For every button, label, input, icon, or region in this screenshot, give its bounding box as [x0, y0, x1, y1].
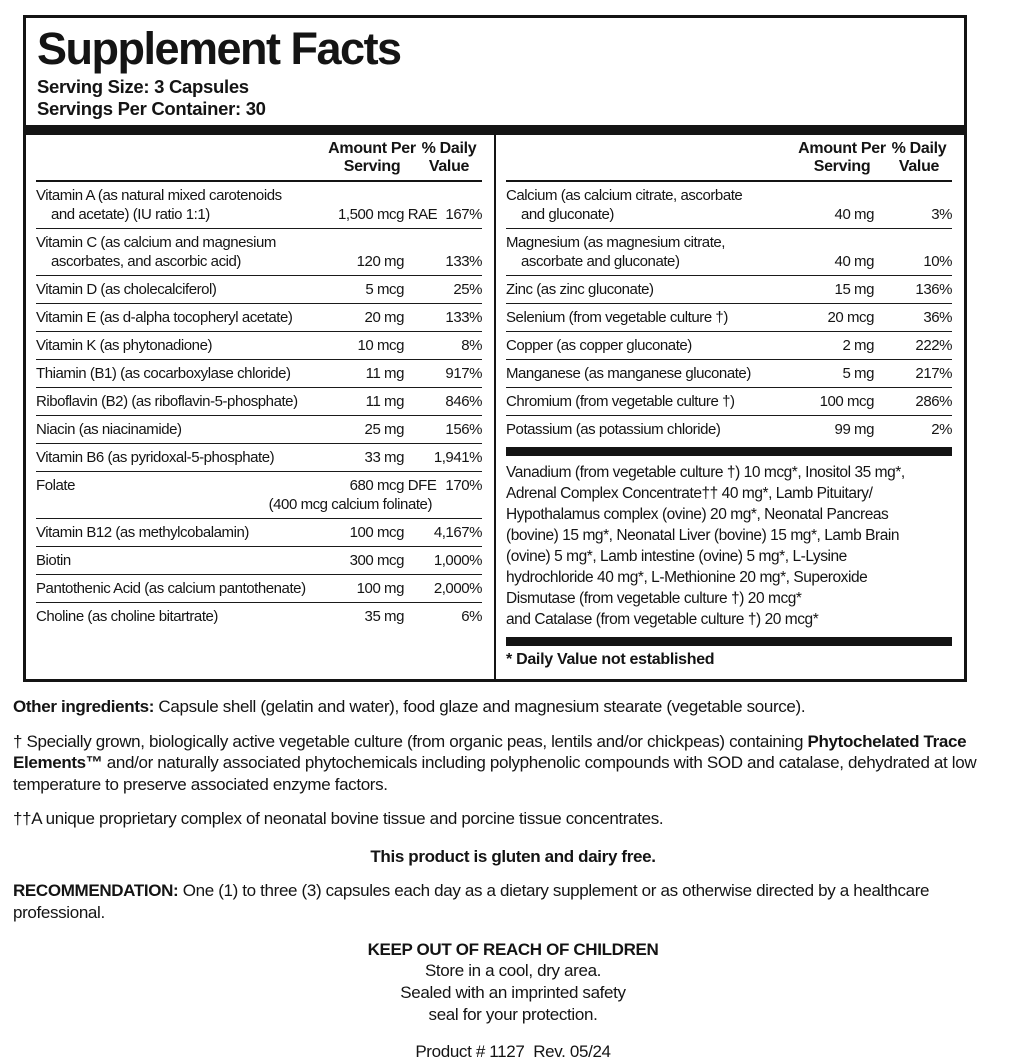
nutrient-row [36, 602, 482, 630]
amount-value: 100 mcg [349, 523, 404, 541]
nutrients-column-left [26, 135, 494, 679]
nutrient-row [36, 443, 482, 471]
nutrient-row [36, 387, 482, 415]
nutrient-row [506, 331, 952, 359]
nutrient-name-line2: and gluconate) [521, 205, 614, 223]
amount-cell [348, 308, 418, 327]
nutrient-row-line [36, 420, 482, 439]
nutrient-row-line [506, 420, 952, 439]
nutrient-rows-left [36, 182, 482, 630]
nutrient-row-line [506, 336, 952, 355]
proprietary-blend-paragraph [506, 456, 952, 637]
nutrient-row-line [36, 551, 482, 570]
proprietary-blend-line: Hypothalamus complex (ovine) 20 mg*, Neonatal Pancreas [506, 506, 889, 523]
nutrient-name [36, 607, 348, 626]
other-ingredients-paragraph [13, 696, 1013, 718]
amount-value: 1,500 mcg [338, 205, 404, 223]
daily-value-cell: 8% [461, 336, 482, 354]
amount-cell [348, 551, 418, 570]
nutrient-row [36, 471, 482, 518]
dv-header-line2: Value [898, 158, 940, 175]
amount-header-line1: Amount Per [798, 140, 886, 157]
daily-value-cell: 917% [445, 364, 482, 382]
nutrient-row-line [506, 308, 952, 327]
nutrient-row [36, 359, 482, 387]
daily-value-cell: 4,167% [433, 523, 482, 541]
nutrient-name [506, 420, 818, 439]
nutrient-row-line [36, 476, 482, 495]
gluten-dairy-free-note: This product is gluten and dairy free. [370, 846, 656, 866]
nutrient-name [506, 280, 818, 299]
nutrient-row [36, 415, 482, 443]
amount-value: 99 mg [834, 420, 874, 438]
nutrient-name-line1: Copper (as copper gluconate) [506, 336, 692, 354]
amount-value: 300 mcg [349, 551, 404, 569]
storage-instruction-line: Sealed with an imprinted safety [400, 983, 626, 1002]
nutrient-name-line1: Biotin [36, 551, 71, 569]
nutrient-row [36, 228, 482, 275]
nutrient-row [506, 228, 952, 275]
nutrient-row [36, 518, 482, 546]
amount-cell [348, 607, 418, 626]
nutrient-columns [26, 135, 964, 679]
nutrient-name [506, 308, 818, 327]
amount-value: 33 mg [364, 448, 404, 466]
nutrients-column-right [494, 135, 964, 679]
nutrient-row-line [506, 392, 952, 411]
other-ingredients-label: Other ingredients: [13, 697, 155, 716]
nutrient-row-line [36, 607, 482, 626]
nutrient-name-line1: Selenium (from vegetable culture †) [506, 308, 728, 326]
nutrient-name [36, 523, 348, 542]
nutrient-name-line2: and acetate) (IU ratio 1:1) [51, 205, 210, 223]
amount-value: 15 mg [834, 280, 874, 298]
amount-value: 120 mg [356, 252, 404, 270]
serving-info [37, 76, 954, 120]
recommendation-text: One (1) to three (3) capsules each day as a dietary supplement or as otherwise directed by a healthcare professional. [13, 881, 930, 922]
nutrient-row [506, 182, 952, 228]
nutrient-name [36, 420, 348, 439]
dv-header-line1: % Daily [421, 140, 477, 157]
supplement-facts-panel [23, 15, 967, 682]
daily-value-header [886, 140, 952, 176]
amount-value: 680 mcg [349, 476, 404, 494]
warning-and-storage-block [13, 939, 1013, 1063]
amount-cell [818, 420, 888, 439]
nutrient-name-line1: Manganese (as manganese gluconate) [506, 364, 751, 382]
proprietary-blend-line: (ovine) 5 mg*, Lamb intestine (ovine) 5 mg*, L-Lysine [506, 548, 847, 565]
nutrient-name-line2: ascorbate and gluconate) [521, 252, 680, 270]
nutrient-row-line [506, 233, 952, 271]
panel-title: Supplement Facts [37, 23, 401, 74]
amount-cell: 1,500 mcg RAE [338, 205, 438, 223]
nutrient-name-line1: Potassium (as potassium chloride) [506, 420, 721, 438]
amount-value: 2 mg [842, 336, 874, 354]
amount-value: 25 mg [364, 420, 404, 438]
nutrient-name-line1: Vitamin B6 (as pyridoxal-5-phosphate) [36, 448, 275, 466]
amount-cell [348, 579, 418, 598]
keep-out-of-reach-warning: KEEP OUT OF REACH OF CHILDREN [367, 940, 659, 959]
servings-per-container: Servings Per Container: 30 [37, 98, 266, 119]
amount-cell [818, 280, 888, 299]
nutrient-row-line [36, 364, 482, 383]
nutrient-row [506, 359, 952, 387]
amount-value: 20 mcg [827, 308, 874, 326]
column-header-right [506, 135, 952, 182]
nutrient-row [36, 546, 482, 574]
daily-value-cell: 1,000% [433, 551, 482, 569]
amount-cell [348, 420, 418, 439]
amount-cell [348, 280, 418, 299]
amount-value: 40 mg [834, 252, 874, 270]
amount-value: 35 mg [364, 607, 404, 625]
nutrient-name-line2: ascorbates, and ascorbic acid) [51, 252, 241, 270]
amount-subnote: (400 mcg calcium folinate) [268, 495, 432, 513]
nutrient-name [36, 551, 348, 570]
daily-value-cell: 217% [915, 364, 952, 382]
daily-value-cell: 286% [915, 392, 952, 410]
recommendation-paragraph [13, 880, 1013, 923]
dagger-note-pre: † Specially grown, biologically active vegetable culture (from organic peas, lentils and/or chickpeas) containing [13, 731, 808, 751]
nutrient-row [36, 574, 482, 602]
daily-value-cell: 170% [445, 476, 482, 494]
nutrient-row-line [36, 523, 482, 542]
nutrient-name [506, 392, 818, 411]
nutrient-name-line1: Vitamin A (as natural mixed carotenoids [36, 186, 282, 204]
amount-per-serving-header [798, 140, 886, 176]
storage-instructions [13, 960, 1013, 1026]
amount-cell [348, 392, 418, 411]
nutrient-name-line1: Vitamin C (as calcium and magnesium [36, 233, 276, 251]
daily-value-cell: 1,941% [433, 448, 482, 466]
daily-value-footnote: * Daily Value not established [506, 651, 715, 668]
product-number-revision: Product # 1127 Rev. 05/24 [415, 1042, 611, 1061]
daily-value-cell: 36% [923, 308, 952, 326]
nutrient-name [36, 280, 348, 299]
nutrient-name-line1: Choline (as choline bitartrate) [36, 607, 218, 625]
nutrient-name [506, 364, 818, 383]
nutrient-row [506, 387, 952, 415]
daily-value-cell: 167% [445, 205, 482, 223]
dagger-footnote-paragraph [13, 731, 1013, 796]
amount-cell [348, 252, 418, 271]
amount-cell [818, 308, 888, 327]
amount-value: 10 mcg [357, 336, 404, 354]
dv-header-line2: Value [428, 158, 470, 175]
amount-value: 20 mg [364, 308, 404, 326]
nutrient-name [36, 448, 348, 467]
thick-divider-bar [506, 637, 952, 646]
nutrient-row [36, 275, 482, 303]
amount-value: 11 mg [365, 364, 404, 382]
proprietary-blend-line: Dismutase (from vegetable culture †) 20 mcg* [506, 590, 802, 607]
amount-value: 100 mg [356, 579, 404, 597]
nutrient-row-line [506, 186, 952, 224]
panel-header [26, 18, 964, 125]
amount-cell [348, 336, 418, 355]
nutrient-name [506, 233, 818, 271]
daily-value-cell: 222% [915, 336, 952, 354]
daily-value-cell: 2% [931, 420, 952, 438]
amount-cell [818, 336, 888, 355]
nutrient-name-line1: Folate [36, 476, 75, 494]
nutrient-row-line [506, 364, 952, 383]
amount-value: 5 mg [842, 364, 874, 382]
amount-cell [348, 523, 418, 542]
daily-value-cell: 6% [461, 607, 482, 625]
double-dagger-footnote: ††A unique proprietary complex of neonatal bovine tissue and porcine tissue concentrates. [13, 809, 664, 828]
nutrient-row-line [36, 392, 482, 411]
serving-size: Serving Size: 3 Capsules [37, 76, 249, 97]
nutrient-name-line1: Pantothenic Acid (as calcium pantothenate) [36, 579, 306, 597]
amount-cell [818, 205, 888, 224]
dv-header-line1: % Daily [891, 140, 947, 157]
nutrient-row [506, 303, 952, 331]
nutrient-row-line [36, 448, 482, 467]
storage-instruction-line: Store in a cool, dry area. [424, 961, 602, 980]
thick-divider-bar [506, 447, 952, 456]
nutrient-row [506, 275, 952, 303]
dagger-note-post: and/or naturally associated phytochemicals including polyphenolic compounds with SOD and catalase, dehydrated at low temperature to preserve associated enzyme factors. [13, 753, 977, 794]
nutrient-row-line [36, 308, 482, 327]
nutrient-name [36, 233, 348, 271]
nutrient-rows-right [506, 182, 952, 443]
column-header-left [36, 135, 482, 182]
thick-divider-bar [26, 125, 964, 135]
nutrient-name-line1: Magnesium (as magnesium citrate, [506, 233, 726, 251]
daily-value-cell: 10% [923, 252, 952, 270]
daily-value-cell: 136% [915, 280, 952, 298]
amount-cell [348, 448, 418, 467]
nutrient-name-line1: Riboflavin (B2) (as riboflavin-5-phosphate) [36, 392, 298, 410]
daily-value-cell: 2,000% [433, 579, 482, 597]
nutrient-name [36, 336, 348, 355]
nutrient-row [506, 415, 952, 443]
amount-cell [348, 364, 418, 383]
nutrient-name-line1: Vitamin K (as phytonadione) [36, 336, 213, 354]
nutrient-name [36, 308, 348, 327]
nutrient-row-line [36, 280, 482, 299]
nutrient-name [506, 336, 818, 355]
amount-cell [818, 392, 888, 411]
amount-value: 11 mg [365, 392, 404, 410]
proprietary-blend-line: Adrenal Complex Concentrate†† 40 mg*, Lamb Pituitary/ [506, 485, 873, 502]
daily-value-cell: 133% [445, 308, 482, 326]
nutrient-row [36, 331, 482, 359]
daily-value-cell: 133% [445, 252, 482, 270]
proprietary-blend-line: (bovine) 15 mg*, Neonatal Liver (bovine) 15 mg*, Lamb Brain [506, 527, 900, 544]
nutrient-row-line [36, 186, 482, 224]
amount-value: 5 mcg [365, 280, 404, 298]
storage-instruction-line: seal for your protection. [428, 1005, 598, 1024]
nutrient-name-line1: Vitamin D (as cholecalciferol) [36, 280, 217, 298]
nutrient-name-line1: Chromium (from vegetable culture †) [506, 392, 735, 410]
nutrient-name [506, 186, 818, 224]
amount-header-line2: Serving [813, 158, 871, 175]
nutrient-row-line [36, 579, 482, 598]
daily-value-cell: 156% [445, 420, 482, 438]
amount-per-serving-header [328, 140, 416, 176]
nutrient-row-line [36, 233, 482, 271]
other-ingredients-text: Capsule shell (gelatin and water), food glaze and magnesium stearate (vegetable source). [154, 697, 806, 716]
amount-header-line1: Amount Per [328, 140, 416, 157]
daily-value-cell: 846% [445, 392, 482, 410]
trademark-term: Phytochelated Trace Elements™ [13, 731, 967, 772]
nutrient-name-line1: Vitamin E (as d-alpha tocopheryl acetate) [36, 308, 293, 326]
nutrient-name [36, 364, 348, 383]
amount-cell: 680 mcg DFE [349, 476, 437, 494]
amount-value: 100 mcg [819, 392, 874, 410]
nutrient-name-line1: Calcium (as calcium citrate, ascorbate [506, 186, 743, 204]
amount-header-line2: Serving [343, 158, 401, 175]
nutrient-name-line1: Niacin (as niacinamide) [36, 420, 182, 438]
daily-value-header [416, 140, 482, 176]
nutrient-name [36, 392, 348, 411]
nutrient-name-line1: Thiamin (B1) (as cocarboxylase chloride) [36, 364, 291, 382]
daily-value-cell: 3% [931, 205, 952, 223]
nutrient-row [36, 182, 482, 228]
recommendation-label: RECOMMENDATION: [13, 881, 179, 900]
amount-value: 40 mg [834, 205, 874, 223]
nutrient-name-line1: Zinc (as zinc gluconate) [506, 280, 654, 298]
proprietary-blend-line: Vanadium (from vegetable culture †) 10 mcg*, Inositol 35 mg*, [506, 464, 905, 481]
proprietary-blend-line: hydrochloride 40 mg*, L-Methionine 20 mg*, Superoxide [506, 569, 868, 586]
nutrient-row-line [506, 280, 952, 299]
nutrient-name-line1: Vitamin B12 (as methylcobalamin) [36, 523, 249, 541]
proprietary-blend-line: and Catalase (from vegetable culture †) 20 mcg* [506, 611, 819, 628]
nutrient-row-line [36, 336, 482, 355]
amount-cell [818, 252, 888, 271]
nutrient-name [36, 579, 348, 598]
daily-value-cell: 25% [453, 280, 482, 298]
nutrient-name [36, 186, 338, 224]
nutrient-row [36, 303, 482, 331]
amount-cell [818, 364, 888, 383]
nutrient-name [36, 476, 348, 495]
